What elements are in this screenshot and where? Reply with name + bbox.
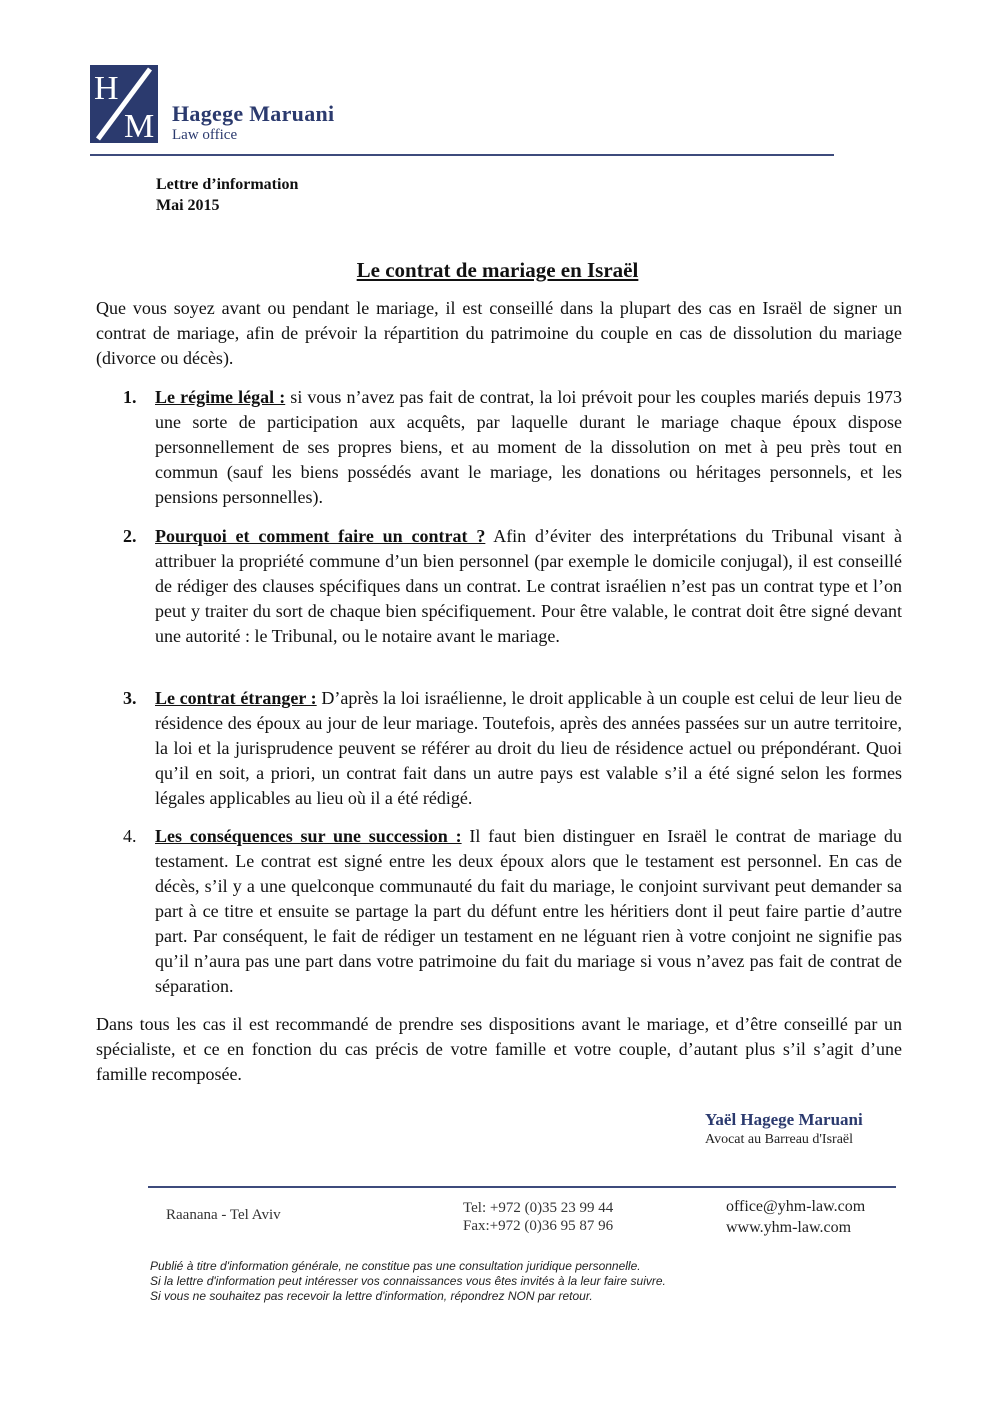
hm-monogram-logo — [90, 65, 158, 143]
list-number: 1. — [123, 387, 137, 407]
firm-logo — [90, 65, 158, 143]
closing-paragraph: Dans tous les cas il est recommandé de prendre ses dispositions avant le mariage, et d’être conseillé par un spécialiste, et ce en fonction du cas précis de votre famille et votre couple, d’autant plus s’il s’agit d’une famille recomposée. — [96, 1014, 902, 1084]
list-item-heading: Pourquoi et comment faire un contrat ? — [155, 526, 486, 546]
footer-address: Raanana - Tel Aviv — [166, 1207, 281, 1223]
signature-name: Yaël Hagege Maruani — [705, 1110, 863, 1129]
logo-letter-m: M — [124, 108, 155, 143]
footer-email-link[interactable]: office@yhm-law.com — [726, 1198, 866, 1215]
list-number: 4. — [123, 826, 137, 846]
footer-phone: Tel: +972 (0)35 23 99 44 — [463, 1200, 614, 1216]
list-number: 2. — [123, 526, 137, 546]
list-item-body: si vous n’avez pas fait de contrat, la loi prévoit pour les couples mariés depuis 1973 une sorte de participation aux acquêts, par laquelle durant le mariage chaque époux dispose personnellement de ses propres biens, et au moment de la dissolution on met à peu près tout en commun (sauf les biens possédés avant le mariage, les donations ou héritages personnels, et les pensions personnelles). — [155, 387, 902, 507]
list-item-text — [155, 385, 902, 510]
newsletter-date: Mai 2015 — [156, 197, 220, 214]
list-item-heading: Le régime légal : — [155, 387, 286, 407]
header-divider — [90, 154, 834, 156]
footer-disclaimer — [150, 1259, 666, 1304]
intro-paragraph: Que vous soyez avant ou pendant le mariage, il est conseillé dans la plupart des cas en Israël de signer un contrat de mariage, afin de prévoir la répartition du patrimoine du couple en cas de dissolution du mariage (divorce ou décès). — [96, 298, 902, 368]
letter-meta — [156, 174, 298, 216]
footer-contact-block — [726, 1196, 865, 1238]
disclaimer-line: Si la lettre d'information peut intéresser vos connaissances vous êtes invités à la leur faire suivre. — [150, 1274, 666, 1288]
list-item-text — [155, 686, 902, 811]
list-item-heading: Le contrat étranger : — [155, 688, 317, 708]
list-item-body: Afin d’éviter des interprétations du Tribunal visant à attribuer la propriété commune d’un bien personnel (par exemple le domicile conjugal), il est conseillé de rédiger des clauses spécifiques dans un contrat. Le contrat israélien n’est pas un contrat type et l’on peut y traiter du sort de chaque bien spécifiquement. Pour être valable, le contrat doit être signé devant une autorité : le Tribunal, ou le notaire avant le mariage. — [155, 526, 903, 646]
list-number: 3. — [123, 688, 137, 708]
document-title: Le contrat de mariage en Israël — [356, 258, 639, 282]
firm-name: Hagege Maruani — [172, 101, 335, 126]
list-item-body: Il faut bien distinguer en Israël le contrat de mariage du testament. Le contrat est signé entre les deux époux alors que le testament est personnel. En cas de décès, s’il y a une quelconque communauté du fait du mariage, le conjoint survivant peut demander sa part à ce titre et ensuite se partage la part du défunt entre les héritiers dont il peut faire partie d’autre part. Par conséquent, le fait de rédiger un testament en ne léguant rien à votre conjoint ne signifie pas qu’il n’aura pas une part dans votre patrimoine du fait du mariage si vous n’avez pas fait de contrat de séparation. — [155, 826, 902, 996]
list-item-body: D’après la loi israélienne, le droit applicable à un couple est celui de leur lieu de résidence des époux au jour de leur mariage. Toutefois, après des années passées sur un autre territoire, la loi et la jurisprudence peuvent se référer au droit du lieu de résidence actuel ou prépondérant. Quoi qu’il en soit, a priori, un contrat fait dans un autre pays est valable s’il a été signé selon les formes légales applicables au lieu où il a été rédigé. — [155, 688, 902, 808]
footer-website-link[interactable]: www.yhm-law.com — [726, 1219, 852, 1236]
firm-subtitle: Law office — [172, 127, 238, 143]
signature-role: Avocat au Barreau d'Israël — [705, 1132, 854, 1147]
list-item-contrat-etranger — [123, 686, 902, 811]
logo-letter-h: H — [94, 70, 119, 107]
disclaimer-line: Publié à titre d'information générale, ne constitue pas une consultation juridique personnelle. — [150, 1259, 641, 1273]
list-item-heading: Les conséquences sur une succession : — [155, 826, 462, 846]
disclaimer-line: Si vous ne souhaitez pas recevoir la lettre d'information, répondrez NON par retour. — [150, 1289, 593, 1303]
list-item-text — [155, 524, 902, 649]
newsletter-label: Lettre d’information — [156, 176, 299, 193]
list-item-succession — [123, 824, 902, 999]
list-item-pourquoi-contrat — [123, 524, 902, 649]
footer-phone-block — [463, 1199, 613, 1235]
list-item-regime-legal — [123, 385, 902, 510]
list-item-text — [155, 824, 902, 999]
footer-fax: Fax:+972 (0)36 95 87 96 — [463, 1218, 614, 1234]
footer-divider — [148, 1186, 896, 1188]
